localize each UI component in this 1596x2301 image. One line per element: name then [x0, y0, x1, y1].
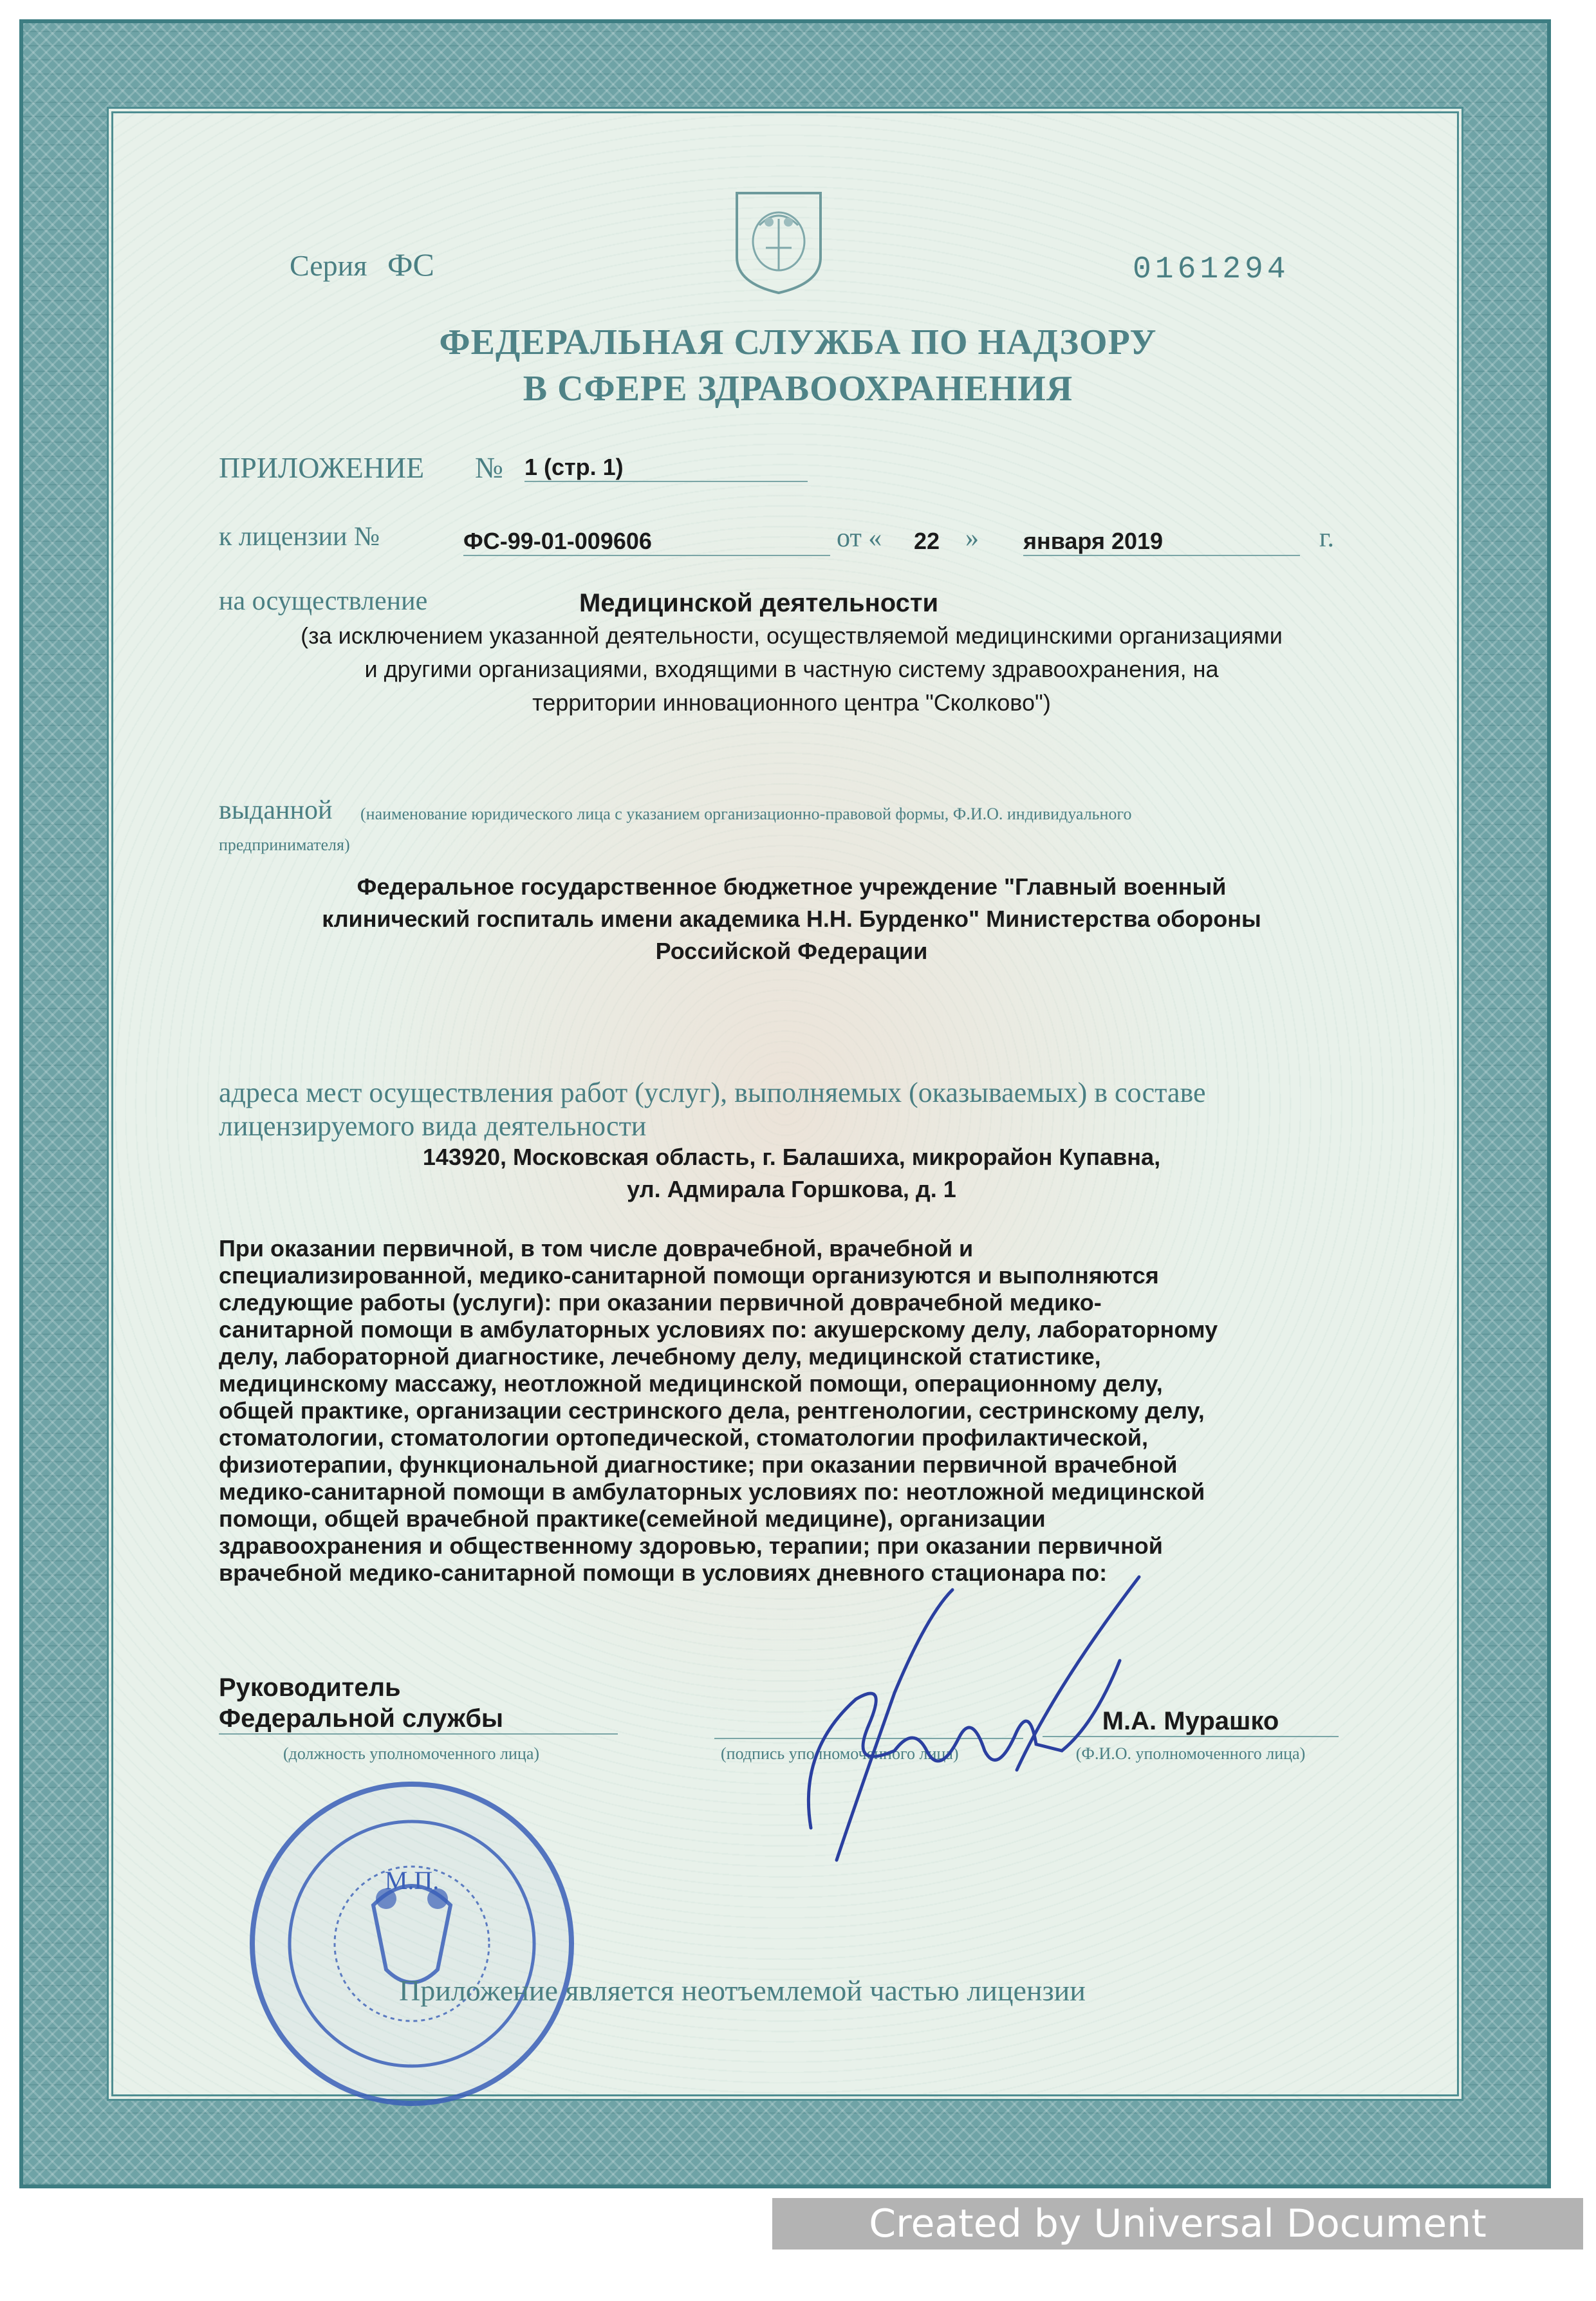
license-month-year: января 2019 [1023, 528, 1300, 556]
license-year-suffix: г. [1319, 523, 1334, 553]
services-line9: физиотерапии, функциональной диагностике; при оказании первичной врачебной [219, 1451, 1178, 1478]
agency-title-line2: В СФЕРЕ ЗДРАВООХРАНЕНИЯ [523, 369, 1073, 409]
appendix-number-sign: № [475, 451, 503, 484]
address-label-line2: лицензируемого вида деятельности [219, 1110, 647, 1142]
license-form-number: 0161294 [1133, 252, 1290, 287]
services-line6: медицинскому массажу, неотложной медицинской помощи, операционному делу, [219, 1370, 1163, 1397]
services-line12: здравоохранения и общественному здоровью, терапии; при оказании первичной [219, 1532, 1163, 1559]
coat-of-arms-icon [730, 187, 827, 296]
license-quote-close: » [965, 523, 979, 553]
license-label: к лицензии № [219, 522, 380, 552]
license-from-label: от « [837, 523, 882, 553]
appendix-value: 1 (стр. 1) [524, 454, 808, 482]
handwritten-signature [759, 1558, 1146, 1892]
signature-hint: (подпись уполномоченного лица) [721, 1744, 959, 1763]
services-line10: медико-санитарной помощи в амбулаторных условиях по: неотложной медицинской [219, 1478, 1205, 1505]
services-line2: специализированной, медико-санитарной помощи организуются и выполняются [219, 1262, 1159, 1289]
address-label-line1: адреса мест осуществления работ (услуг), выполняемых (оказываемых) в составе [219, 1077, 1206, 1108]
services-line11: помощи, общей врачебной практике(семейной медицине), организации [219, 1505, 1046, 1532]
license-number: ФС-99-01-009606 [463, 528, 830, 556]
address-line2: ул. Адмирала Горшкова, д. 1 [627, 1176, 956, 1202]
services-line8: стоматологии, стоматологии ортопедической, стоматологии профилактической, [219, 1424, 1148, 1451]
stamp-mp-text: М.П. [384, 1866, 440, 1895]
services-line13: врачебной медико-санитарной помощи в условиях дневного стационара по: [219, 1560, 1108, 1586]
signatory-position-hint: (должность уполномоченного лица) [283, 1744, 540, 1763]
signatory-position-line1: Руководитель [219, 1673, 401, 1702]
activity-note-line1: (за исключением указанной деятельности, осуществляемой медицинскими организациями [301, 622, 1283, 649]
signatory-name: М.А. Мурашко [1043, 1707, 1339, 1737]
activity-label: на осуществление [219, 586, 428, 616]
services-line5: делу, лабораторной диагностике, лечебному делу, медицинской статистике, [219, 1343, 1101, 1370]
signatory-name-hint: (Ф.И.О. уполномоченного лица) [1075, 1744, 1306, 1763]
organization-line1: Федеральное государственное бюджетное учреждение "Главный военный [357, 873, 1227, 900]
services-line4: санитарной помощи в амбулаторных условиях по: акушерскому делу, лабораторному [219, 1316, 1218, 1343]
issued-hint-line2: предпринимателя) [219, 835, 350, 854]
signatory-position-line2: Федеральной службы [219, 1704, 618, 1735]
series-value: ФС [387, 247, 434, 283]
activity-title: Медицинской деятельности [579, 589, 939, 617]
organization-line2: клинический госпиталь имени академика Н.Н. Бурденко" Министерства обороны [322, 906, 1261, 932]
issued-hint-line1: (наименование юридического лица с указанием организационно-правовой формы, Ф.И.О. индивидуального [360, 805, 1132, 823]
official-seal-stamp [245, 1776, 579, 2111]
services-line3: следующие работы (услуги): при оказании первичной доврачебной медико- [219, 1289, 1102, 1316]
activity-note-line3: территории инновационного центра "Сколково") [532, 689, 1051, 716]
organization-line3: Российской Федерации [655, 938, 928, 964]
appendix-label: ПРИЛОЖЕНИЕ [219, 451, 425, 484]
agency-title-line1: ФЕДЕРАЛЬНАЯ СЛУЖБА ПО НАДЗОРУ [439, 322, 1157, 362]
footer-note: Приложение является неотъемлемой частью лицензии [399, 1974, 1086, 2007]
issued-label: выданной [219, 796, 333, 825]
services-line1: При оказании первичной, в том числе доврачебной, врачебной и [219, 1235, 974, 1262]
series-label: Серия [290, 249, 367, 282]
services-line7: общей практике, организации сестринского дела, рентгенологии, сестринскому делу, [219, 1397, 1205, 1424]
converter-watermark: Created by Universal Document Converter [772, 2198, 1583, 2250]
address-line1: 143920, Московская область, г. Балашиха, микрорайон Купавна, [422, 1144, 1161, 1170]
activity-note-line2: и другими организациями, входящими в частную систему здравоохранения, на [364, 656, 1219, 682]
license-day: 22 [914, 528, 940, 554]
